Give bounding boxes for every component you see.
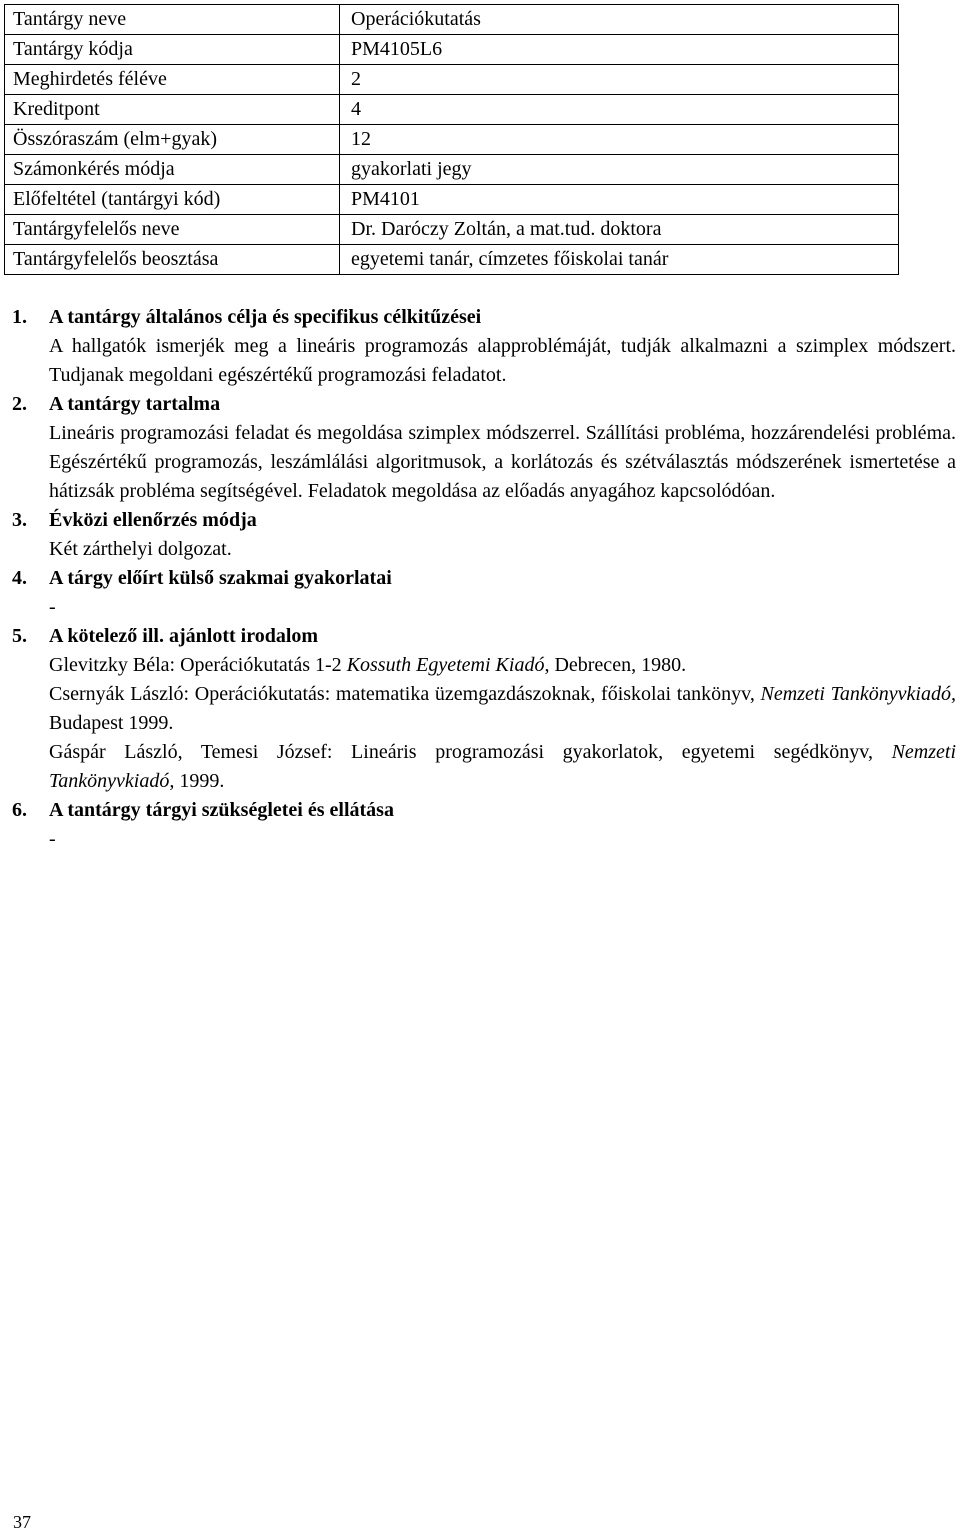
row-value: PM4101 <box>340 185 899 215</box>
section-body <box>12 332 956 390</box>
reference-publisher: Nemzeti Tankönyvkiadó, <box>49 741 956 792</box>
section-heading <box>12 796 956 825</box>
section-number: 1. <box>12 306 27 328</box>
row-label: Tantárgyfelelős beosztása <box>5 245 340 275</box>
section-text: Lineáris programozási feladat és megoldása szimplex módszerrel. Szállítási probléma, hozzárendelési probléma. Egészértékű programozás, leszámlálási algoritmusok, a korlátozás és szétválasztás módszerének ismertetése a hátizsák probléma segítségével. Feladatok megoldása az előadás anyagához kapcsolódóan. <box>49 422 956 502</box>
section-body <box>12 535 956 564</box>
section-heading <box>12 564 956 593</box>
section-heading <box>12 622 956 651</box>
row-label: Kreditpont <box>5 95 340 125</box>
section-text: - <box>49 596 56 618</box>
reference-item <box>49 680 956 738</box>
section-number: 2. <box>12 393 27 415</box>
syllabus-sections <box>12 303 956 854</box>
table-row <box>5 125 899 155</box>
section-heading <box>12 506 956 535</box>
section-heading <box>12 390 956 419</box>
section-body <box>12 651 956 796</box>
course-info-table <box>4 4 899 275</box>
section-heading <box>12 303 956 332</box>
reference-text: 1999. <box>174 770 225 792</box>
reference-text: Budapest 1999. <box>49 712 174 734</box>
section-title: A kötelező ill. ajánlott irodalom <box>49 625 319 647</box>
section-body <box>12 593 956 622</box>
reference-text: Csernyák László: Operációkutatás: matematika üzemgazdászoknak, főiskolai tankönyv, <box>49 683 761 705</box>
row-value: 12 <box>340 125 899 155</box>
reference-text: Gáspár László, Temesi József: Lineáris programozási gyakorlatok, egyetemi segédkönyv, <box>49 741 892 763</box>
section-text: Két zárthelyi dolgozat. <box>49 538 232 560</box>
section-title: A tárgy előírt külső szakmai gyakorlatai <box>49 567 392 589</box>
table-row <box>5 95 899 125</box>
row-label: Tantárgy neve <box>5 5 340 35</box>
section-goals <box>12 303 956 390</box>
section-title: A tantárgy tárgyi szükségletei és ellátása <box>49 799 394 821</box>
table-row <box>5 35 899 65</box>
section-number: 5. <box>12 625 27 647</box>
table-row <box>5 65 899 95</box>
table-row <box>5 215 899 245</box>
section-title: A tantárgy általános célja és specifikus célkitűzései <box>49 306 482 328</box>
section-title: Évközi ellenőrzés módja <box>49 509 257 531</box>
section-title: A tantárgy tartalma <box>49 393 221 415</box>
row-label: Összóraszám (elm+gyak) <box>5 125 340 155</box>
table-row <box>5 5 899 35</box>
table-row <box>5 185 899 215</box>
page-number: 37 <box>13 1512 31 1532</box>
row-value: Dr. Daróczy Zoltán, a mat.tud. doktora <box>340 215 899 245</box>
table-row <box>5 155 899 185</box>
section-number: 3. <box>12 509 27 531</box>
section-number: 6. <box>12 799 27 821</box>
row-label: Tantárgy kódja <box>5 35 340 65</box>
reference-publisher: Kossuth Egyetemi Kiadó <box>346 654 545 676</box>
section-body <box>12 825 956 854</box>
row-label: Számonkérés módja <box>5 155 340 185</box>
reference-text: , Debrecen, 1980. <box>544 654 687 676</box>
row-value: 2 <box>340 65 899 95</box>
section-content <box>12 390 956 506</box>
section-equipment <box>12 796 956 854</box>
row-value: egyetemi tanár, címzetes főiskolai tanár <box>340 245 899 275</box>
row-label: Előfeltétel (tantárgyi kód) <box>5 185 340 215</box>
row-value: gyakorlati jegy <box>340 155 899 185</box>
section-text: - <box>49 828 56 850</box>
reference-item <box>49 651 956 680</box>
row-label: Tantárgyfelelős neve <box>5 215 340 245</box>
section-practice <box>12 564 956 622</box>
row-value: PM4105L6 <box>340 35 899 65</box>
table-row <box>5 245 899 275</box>
section-number: 4. <box>12 567 27 589</box>
row-value: Operációkutatás <box>340 5 899 35</box>
row-value: 4 <box>340 95 899 125</box>
reference-publisher: Nemzeti Tankönyvkiadó, <box>760 683 956 705</box>
section-assessment <box>12 506 956 564</box>
section-text: A hallgatók ismerjék meg a lineáris programozás alapproblémáját, tudják alkalmazni a szimplex módszert. Tudjanak megoldani egészértékű programozási feladatot. <box>49 335 956 386</box>
row-label: Meghirdetés féléve <box>5 65 340 95</box>
reference-item <box>49 738 956 796</box>
reference-text: Glevitzky Béla: Operációkutatás 1-2 <box>49 654 347 676</box>
section-literature <box>12 622 956 796</box>
section-body <box>12 419 956 506</box>
